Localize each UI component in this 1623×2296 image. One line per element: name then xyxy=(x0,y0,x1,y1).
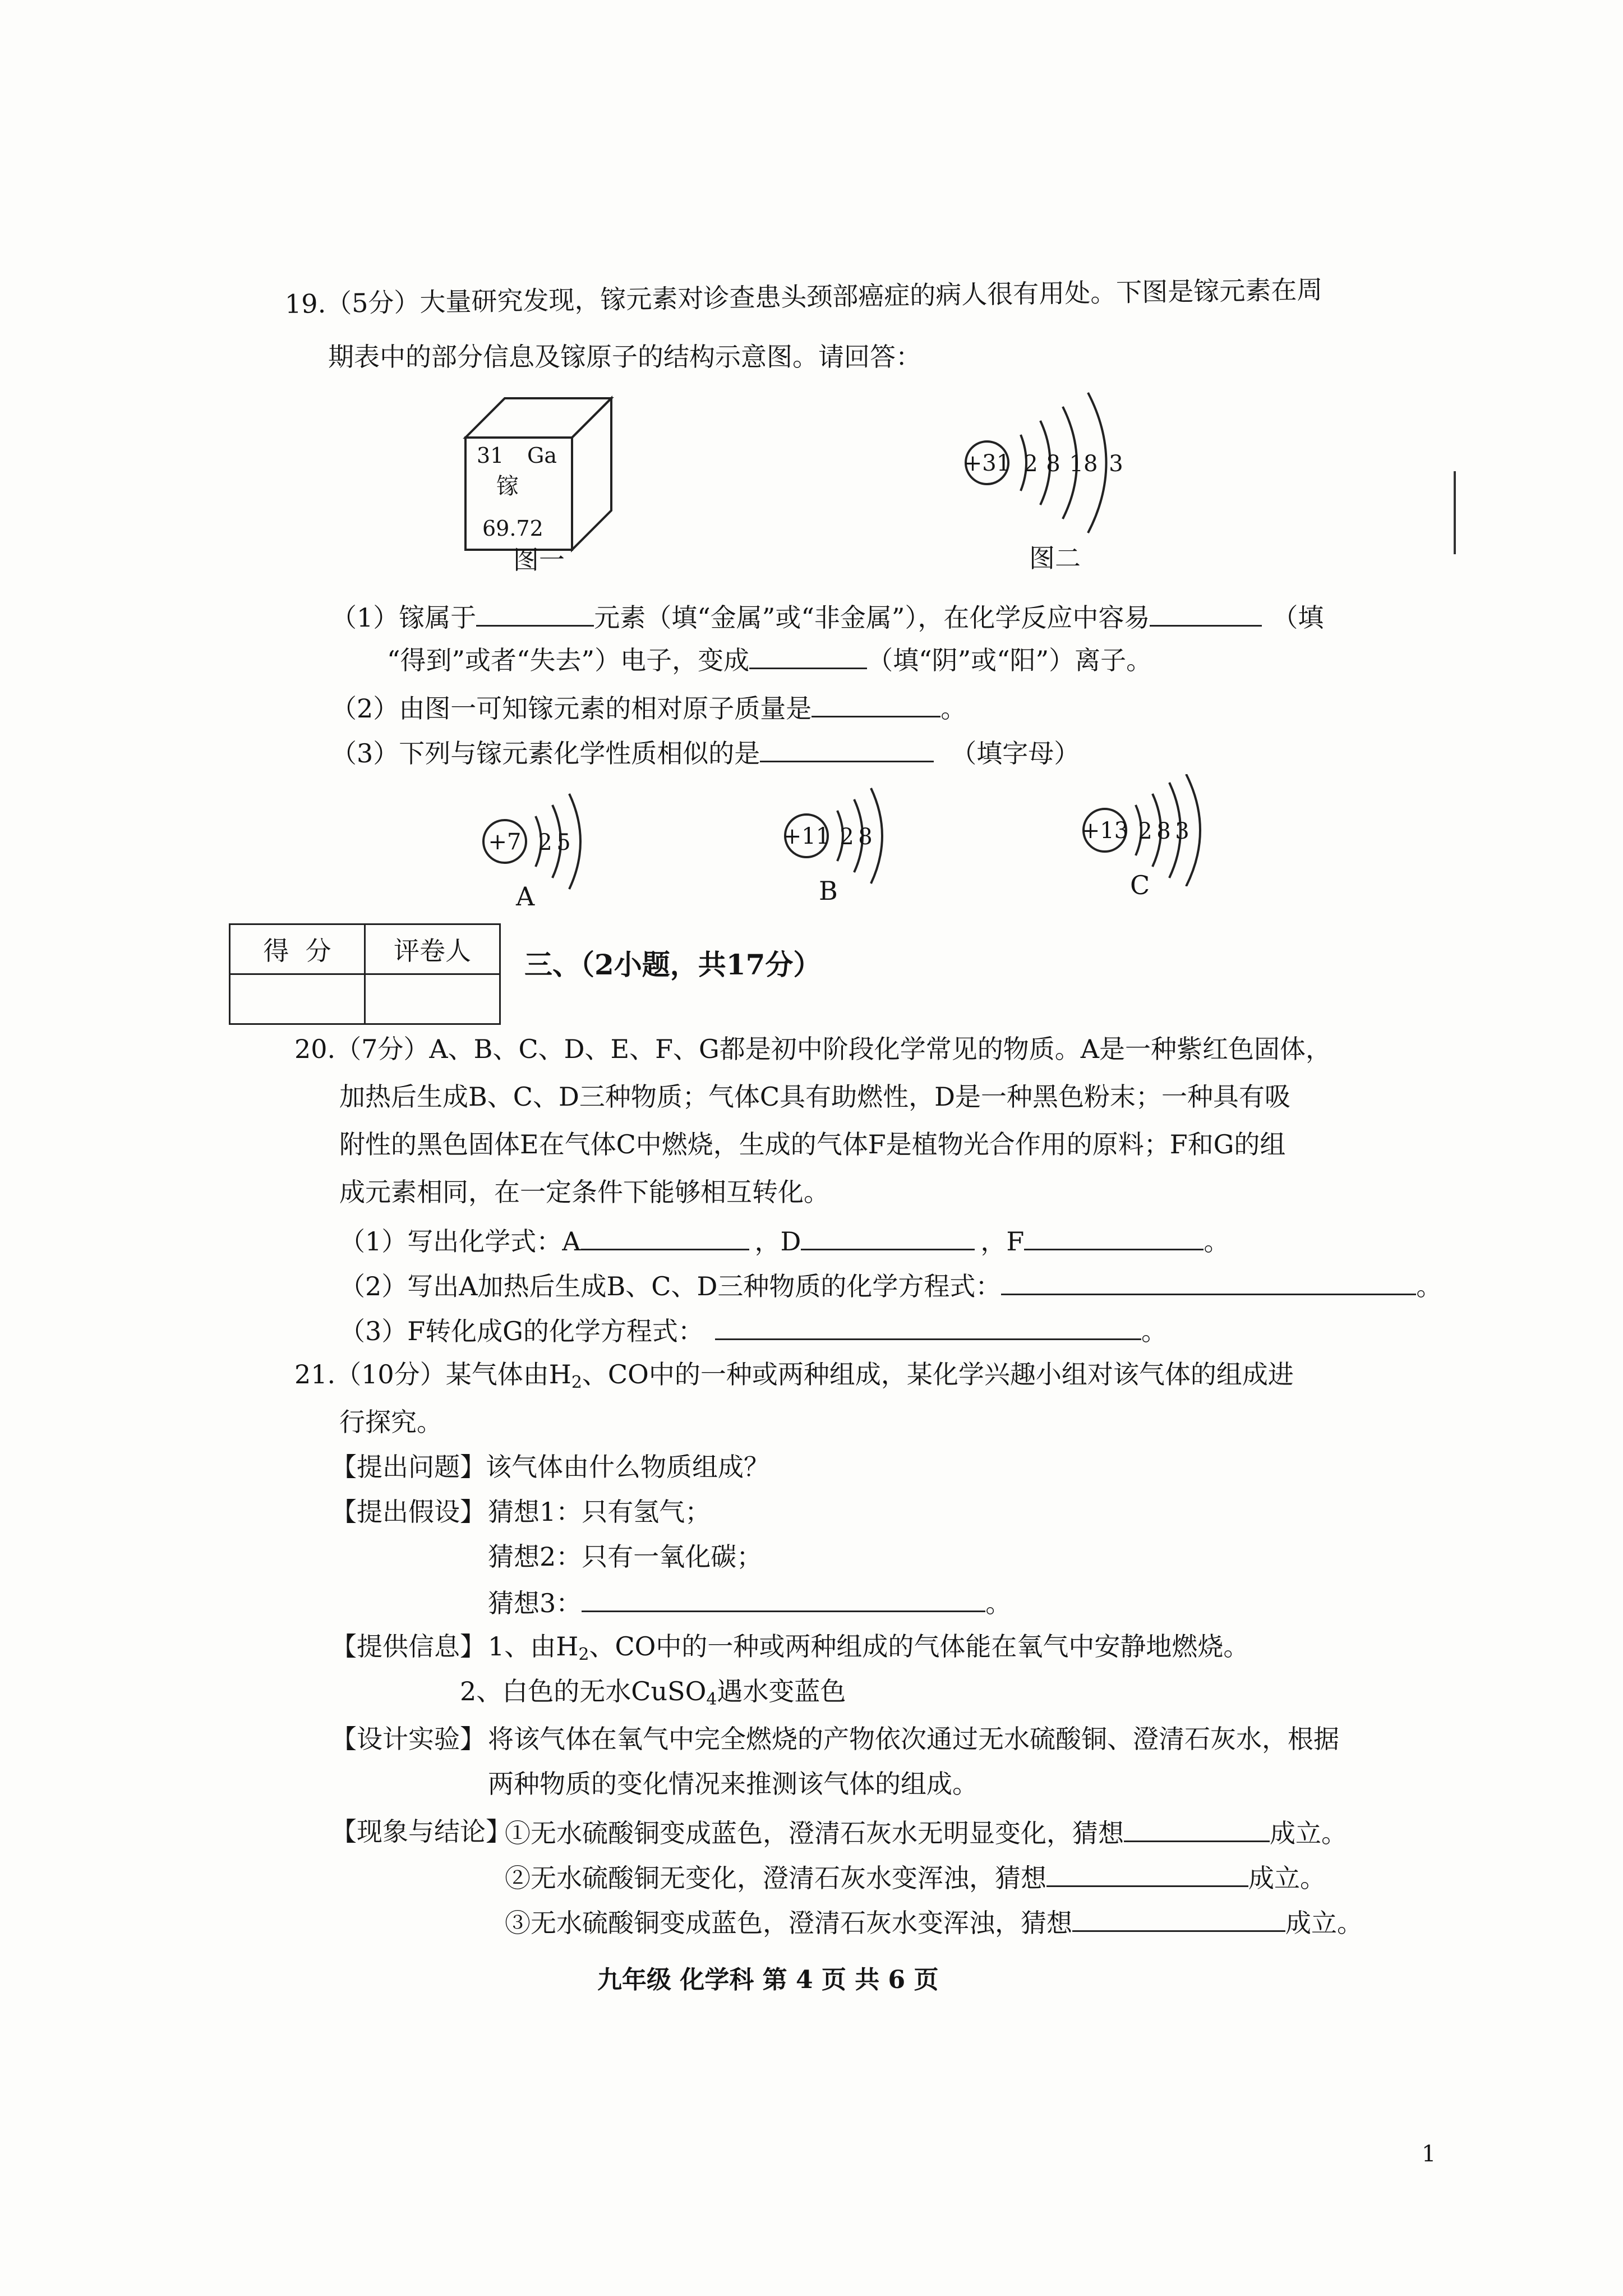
q20-blank-f[interactable] xyxy=(1024,1223,1204,1250)
q21-info2-text-b: 遇水变蓝色 xyxy=(717,1676,846,1706)
q21-stem-line2: 行探究。 xyxy=(339,1407,442,1437)
q20-p2-text-b: 。 xyxy=(1416,1271,1442,1301)
element-atomic-number: 31 xyxy=(477,443,504,468)
q19-p3-text-b: （填字母） xyxy=(951,738,1080,769)
gallium-shell-4: 3 xyxy=(1109,451,1123,477)
page-footer: 九年级 化学科 第 4 页 共 6 页 xyxy=(597,1966,939,1994)
q19-p3-blank-option[interactable] xyxy=(760,735,934,762)
q20-p1-text-d: 。 xyxy=(1204,1226,1230,1257)
element-symbol: Ga xyxy=(527,443,557,468)
q20-stem-line3: 附性的黑色固体E在气体C中燃烧，生成的气体F是植物光合作用的原料；F和G的组 xyxy=(339,1129,1286,1159)
q21-info-2 xyxy=(460,1674,846,1708)
q20-stem-line1: 20.（7分）A、B、C、D、E、F、G都是初中阶段化学常见的物质。A是一种紫红色固体， xyxy=(294,1034,1331,1064)
figure-2-caption: 图二 xyxy=(1029,543,1081,573)
q21-conclusion-2 xyxy=(505,1860,1326,1895)
option-b-shell-1: 2 xyxy=(840,824,854,850)
q21-conclusion-label: 【现象与结论】 xyxy=(331,1816,511,1847)
q21-hypothesis-2: 猜想2：只有一氧化碳； xyxy=(488,1542,763,1572)
option-c-shell-1: 2 xyxy=(1138,818,1152,844)
q21-blank-conclusion-2[interactable] xyxy=(1046,1860,1248,1887)
q21-conclusion-3 xyxy=(505,1904,1363,1940)
option-b-nucleus: +11 xyxy=(782,823,831,849)
q19-p1-blank-electron[interactable] xyxy=(1150,599,1262,627)
q21-c2-text-a: ②无水硫酸铜无变化，澄清石灰水变浑浊，猜想 xyxy=(505,1863,1046,1893)
q21-c2-text-b: 成立。 xyxy=(1248,1863,1326,1893)
element-name: 镓 xyxy=(496,473,519,499)
q19-stem-line1: 19.（5分）大量研究发现，镓元素对诊查患头颈部癌症的病人很有用处。下图是镓元素在周 xyxy=(284,274,1323,319)
option-a-shell-1: 2 xyxy=(538,830,552,855)
grader-header: 评卷人 xyxy=(365,924,500,974)
element-atomic-mass: 69.72 xyxy=(482,516,543,541)
q21-c3-text-b: 成立。 xyxy=(1285,1908,1363,1938)
grader-cell[interactable] xyxy=(365,974,500,1024)
option-a-label: A xyxy=(516,881,535,912)
q21-blank-conclusion-3[interactable] xyxy=(1072,1904,1285,1932)
q20-part2 xyxy=(339,1268,1442,1303)
q20-p2-text-a: （2）写出A加热后生成B、C、D三种物质的化学方程式： xyxy=(339,1271,1002,1301)
q20-part1 xyxy=(339,1223,1229,1258)
option-c-shell-2: 8 xyxy=(1156,818,1171,844)
page-number: 1 xyxy=(1422,2141,1436,2167)
q20-p1-text-b: ，D xyxy=(754,1226,801,1257)
q21-info1-sub: 2 xyxy=(578,1645,589,1664)
q20-stem-line2: 加热后生成B、C、D三种物质；气体C具有助燃性，D是一种黑色粉末；一种具有吸 xyxy=(339,1082,1290,1112)
q20-stem-line4: 成元素相同，在一定条件下能够相互转化。 xyxy=(339,1177,829,1207)
q19-part1-line2 xyxy=(387,642,1152,677)
gallium-shell-3: 18 xyxy=(1069,451,1098,477)
option-c-label: C xyxy=(1130,870,1150,900)
gallium-shell-2: 8 xyxy=(1046,451,1061,477)
q20-p3-text-a: （3）F转化成G的化学方程式： xyxy=(339,1316,704,1346)
q20-part3 xyxy=(339,1313,1167,1348)
gallium-atom-diagram xyxy=(959,381,1172,544)
q20-p1-text-c: ，F xyxy=(980,1226,1025,1257)
q19-part3 xyxy=(331,735,1080,770)
option-c-nucleus: +13 xyxy=(1081,818,1129,844)
q21-blank-conclusion-1[interactable] xyxy=(1124,1815,1270,1842)
element-card-figure xyxy=(443,387,628,555)
q19-p1-text-d: “得到”或者“失去”）电子，变成 xyxy=(387,645,750,675)
option-a-atom xyxy=(477,785,606,898)
q20-blank-equation-a[interactable] xyxy=(1001,1268,1416,1295)
q19-p2-blank-mass[interactable] xyxy=(811,690,940,717)
q19-p1-blank-metal[interactable] xyxy=(476,599,594,627)
gallium-nucleus-charge: +31 xyxy=(963,450,1011,476)
q20-blank-d[interactable] xyxy=(801,1223,975,1250)
q21-l1-text-b: 、CO中的一种或两种组成，某化学兴趣小组对该气体的组成进 xyxy=(582,1359,1294,1389)
q21-question: 【提出问题】该气体由什么物质组成？ xyxy=(331,1452,769,1482)
q19-p3-text-a: （3）下列与镓元素化学性质相似的是 xyxy=(331,738,760,769)
q21-info2-sub: 4 xyxy=(706,1690,717,1709)
option-b-shell-2: 8 xyxy=(858,824,873,850)
q19-p1-text-a: （1）镓属于 xyxy=(331,602,477,633)
q19-part1-line1 xyxy=(331,599,1324,634)
score-box xyxy=(229,923,501,1025)
gallium-shell-1: 2 xyxy=(1023,451,1038,477)
section-3-heading: 三、（2小题，共17分） xyxy=(524,948,822,981)
q21-conclusion-1 xyxy=(505,1815,1347,1850)
q21-l1-text-a: 21.（10分）某气体由H xyxy=(294,1359,571,1389)
option-a-nucleus: +7 xyxy=(488,829,522,855)
q21-hyp3-text-a: 猜想3： xyxy=(488,1588,582,1618)
q21-hypothesis-3 xyxy=(488,1585,1011,1620)
q21-design-line2: 两种物质的变化情况来推测该气体的组成。 xyxy=(488,1769,978,1799)
score-cell[interactable] xyxy=(230,974,365,1024)
q19-p2-text-a: （2）由图一可知镓元素的相对原子质量是 xyxy=(331,693,812,724)
q21-stem-line1 xyxy=(294,1358,1294,1391)
option-a-shell-2: 5 xyxy=(556,830,571,855)
option-b-label: B xyxy=(819,876,838,906)
q19-stem-line2: 期表中的部分信息及镓原子的结构示意图。请回答： xyxy=(328,342,921,372)
score-header: 得 分 xyxy=(230,924,365,974)
q19-p1-text-e: （填“阴”或“阳”）离子。 xyxy=(867,645,1152,675)
q21-l1-sub: 2 xyxy=(571,1373,582,1392)
margin-mark xyxy=(1454,471,1456,554)
q21-hypothesis-label: 【提出假设】 xyxy=(331,1497,486,1527)
q20-p1-text-a: （1）写出化学式：A xyxy=(339,1226,581,1257)
q21-info-label: 【提供信息】 xyxy=(331,1631,486,1662)
q20-p3-text-b: 。 xyxy=(1141,1316,1167,1346)
q19-p1-text-b: 元素（填“金属”或“非金属”），在化学反应中容易 xyxy=(594,602,1150,633)
q21-info1-text-a: 1、由H xyxy=(488,1631,579,1662)
q21-design-line1: 将该气体在氧气中完全燃烧的产物依次通过无水硫酸铜、澄清石灰水，根据 xyxy=(488,1724,1339,1754)
q21-hyp3-text-b: 。 xyxy=(985,1588,1012,1618)
q21-info2-text-a: 2、白色的无水CuSO xyxy=(460,1676,707,1706)
q19-p1-text-c: （填 xyxy=(1272,602,1324,633)
q20-blank-a[interactable] xyxy=(581,1223,749,1250)
q21-c1-text-a: ①无水硫酸铜变成蓝色，澄清石灰水无明显变化，猜想 xyxy=(505,1818,1124,1848)
figure-1-caption: 图一 xyxy=(513,545,565,575)
q19-part2 xyxy=(331,690,966,725)
q19-p2-text-b: 。 xyxy=(940,693,967,724)
q21-c3-text-a: ③无水硫酸铜变成蓝色，澄清石灰水变浑浊，猜想 xyxy=(505,1908,1072,1938)
q21-hypothesis-1: 猜想1：只有氢气； xyxy=(488,1497,711,1527)
q21-design-label: 【设计实验】 xyxy=(331,1724,486,1754)
q21-info1-text-b: 、CO中的一种或两种组成的气体能在氧气中安静地燃烧。 xyxy=(589,1631,1249,1662)
q21-info-1 xyxy=(488,1630,1249,1663)
q21-c1-text-b: 成立。 xyxy=(1270,1818,1347,1848)
q19-p1-blank-ion[interactable] xyxy=(749,642,867,669)
option-c-shell-3: 3 xyxy=(1175,818,1189,844)
q20-blank-equation-f[interactable] xyxy=(715,1313,1141,1340)
q21-blank-hypothesis-3[interactable] xyxy=(582,1585,985,1612)
option-b-atom xyxy=(778,780,907,892)
